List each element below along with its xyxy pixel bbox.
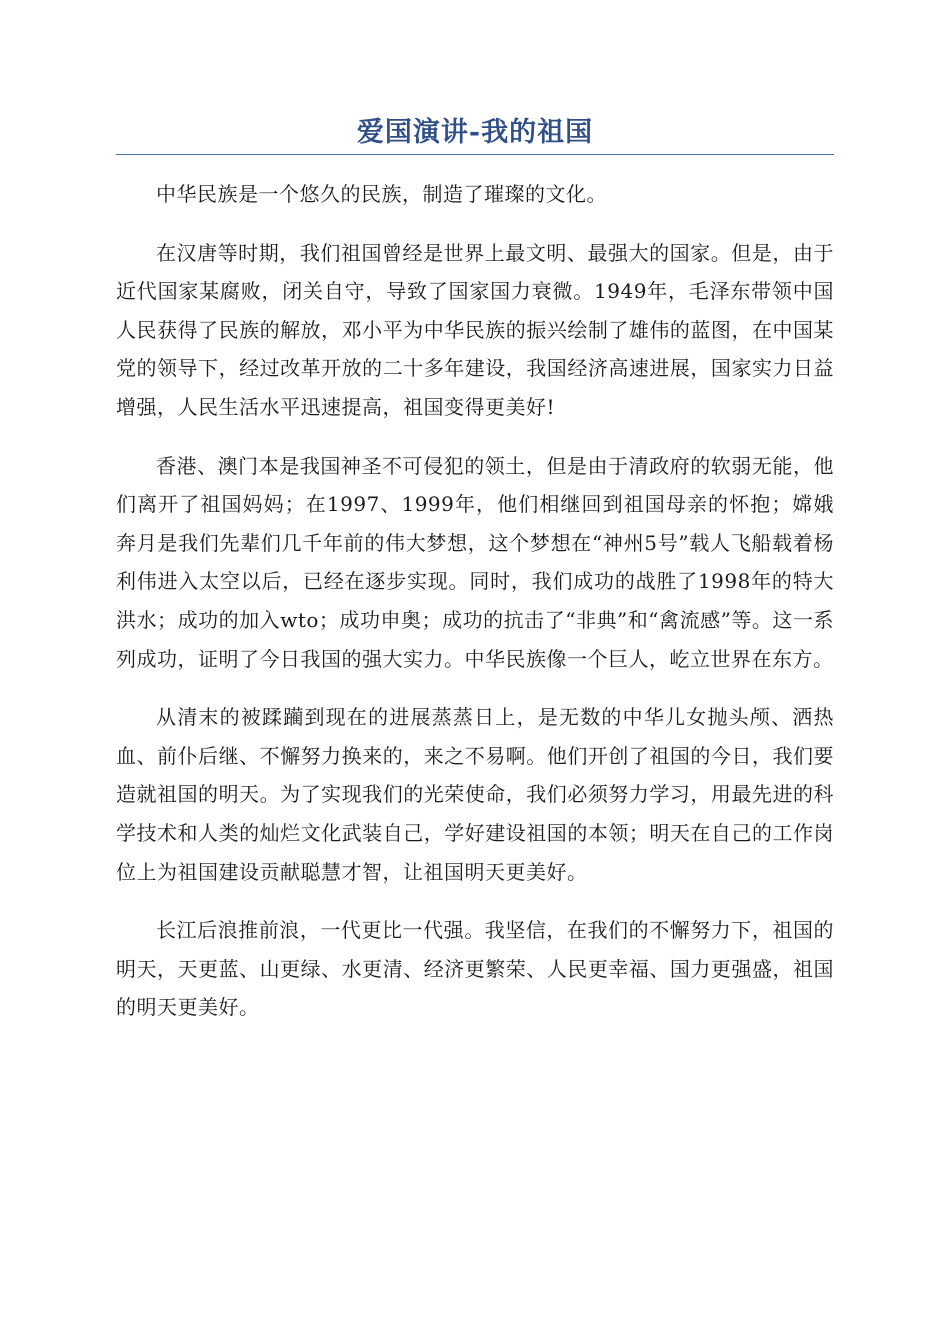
document-page [116,112,834,1047]
paragraph-5: 长江后浪推前浪，一代更比一代强。我坚信，在我们的不懈努力下，祖国的明天，天更蓝、山更绿、水更清、经济更繁荣、人民更幸福、国力更强盛，祖国的明天更美好。 [116,918,834,1020]
document-title: 爱国演讲-我的祖国 [356,117,594,148]
paragraph-4: 从清末的被蹂躏到现在的进展蒸蒸日上，是无数的中华儿女抛头颅、洒热血、前仆后继、不懈努力换来的，来之不易啊。他们开创了祖国的今日，我们要造就祖国的明天。为了实现我们的光荣使命，我们必须努力学习，用最先进的科学技术和人类的灿烂文化武装自己，学好建设祖国的本领；明天在自己的工作岗位上为祖国建设贡献聪慧才智，让祖国明天更美好。 [116,705,834,884]
paragraph-3: 香港、澳门本是我国神圣不可侵犯的领土，但是由于清政府的软弱无能，他们离开了祖国妈妈；在1997、1999年，他们相继回到祖国母亲的怀抱；嫦娥奔月是我们先辈们几千年前的伟大梦想，这个梦想在“神州5号”载人飞船载着杨利伟进入太空以后，已经在逐步实现。同时，我们成功的战胜了1998年的特大洪水；成功的加入wto；成功申奥；成功的抗击了“非典”和“禽流感”等。这一系列成功，证明了今日我国的强大实力。中华民族像一个巨人，屹立世界在东方。 [116,453,834,671]
paragraph-1: 中华民族是一个悠久的民族，制造了璀璨的文化。 [156,182,607,206]
title-underline [116,154,834,155]
paragraph-2: 在汉唐等时期，我们祖国曾经是世界上最文明、最强大的国家。但是，由于近代国家某腐败，闭关自守，导致了国家国力衰微。1949年，毛泽东带领中国人民获得了民族的解放，邓小平为中华民族的振兴绘制了雄伟的蓝图，在中国某党的领导下，经过改革开放的二十多年建设，我国经济高速进展，国家实力日益增强，人民生活水平迅速提高，祖国变得更美好! [116,240,834,419]
